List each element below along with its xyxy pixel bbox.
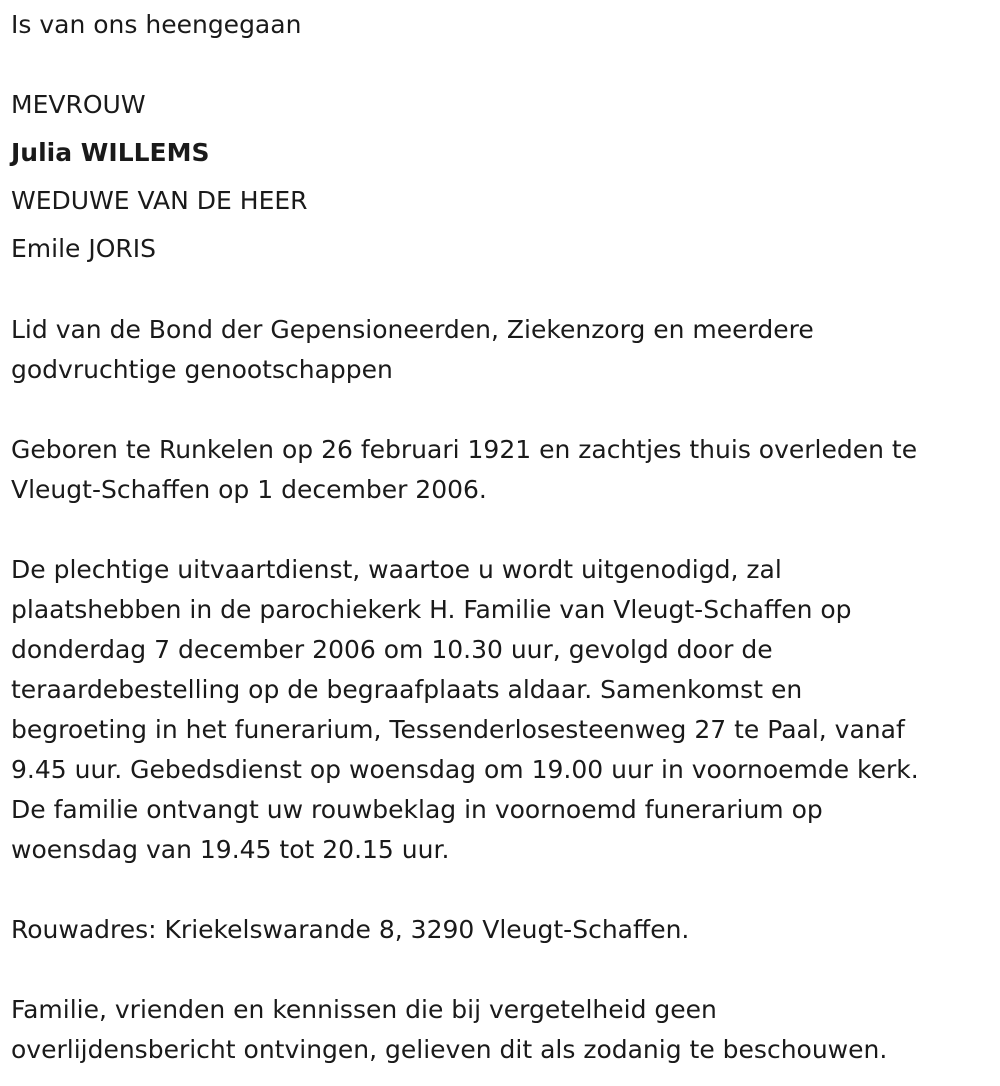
widow-of-label: WEDUWE VAN DE HEER	[11, 186, 308, 215]
membership-paragraph	[11, 310, 986, 390]
service-line: De plechtige uitvaartdienst, waartoe u wordt uitgenodigd, zal	[11, 555, 782, 584]
service-paragraph	[11, 550, 986, 870]
address-paragraph	[11, 910, 986, 950]
service-line: woensdag van 19.45 tot 20.15 uur.	[11, 835, 450, 864]
service-line: De familie ontvangt uw rouwbeklag in voornoemd funerarium op	[11, 795, 823, 824]
service-line: teraardebestelling op de begraafplaats aldaar. Samenkomst en	[11, 675, 803, 704]
title-prefix: MEVROUW	[11, 90, 146, 119]
closing-line: overlijdensbericht ontvingen, gelieven dit als zodanig te beschouwen.	[11, 1035, 888, 1064]
spouse-name: Emile JORIS	[11, 234, 157, 263]
service-line: 9.45 uur. Gebedsdienst op woensdag om 19.00 uur in voornoemde kerk.	[11, 755, 919, 784]
closing-line: Familie, vrienden en kennissen die bij vergetelheid geen	[11, 995, 717, 1024]
service-line: donderdag 7 december 2006 om 10.30 uur, gevolgd door de	[11, 635, 773, 664]
membership-line: godvruchtige genootschappen	[11, 355, 393, 384]
service-line: begroeting in het funerarium, Tessenderlosesteenweg 27 te Paal, vanaf	[11, 715, 905, 744]
closing-paragraph	[11, 990, 986, 1070]
membership-line: Lid van de Bond der Gepensioneerden, Ziekenzorg en meerdere	[11, 315, 814, 344]
intro-text: Is van ons heengegaan	[11, 10, 302, 39]
birth-death-line: Vleugt-Schaffen op 1 december 2006.	[11, 475, 487, 504]
birth-death-line: Geboren te Runkelen op 26 februari 1921 en zachtjes thuis overleden te	[11, 435, 918, 464]
service-line: plaatshebben in de parochiekerk H. Familie van Vleugt-Schaffen op	[11, 595, 852, 624]
deceased-name: Julia WILLEMS	[11, 138, 210, 167]
birth-death-paragraph	[11, 430, 986, 510]
address-line: Rouwadres: Kriekelswarande 8, 3290 Vleugt-Schaffen.	[11, 915, 690, 944]
